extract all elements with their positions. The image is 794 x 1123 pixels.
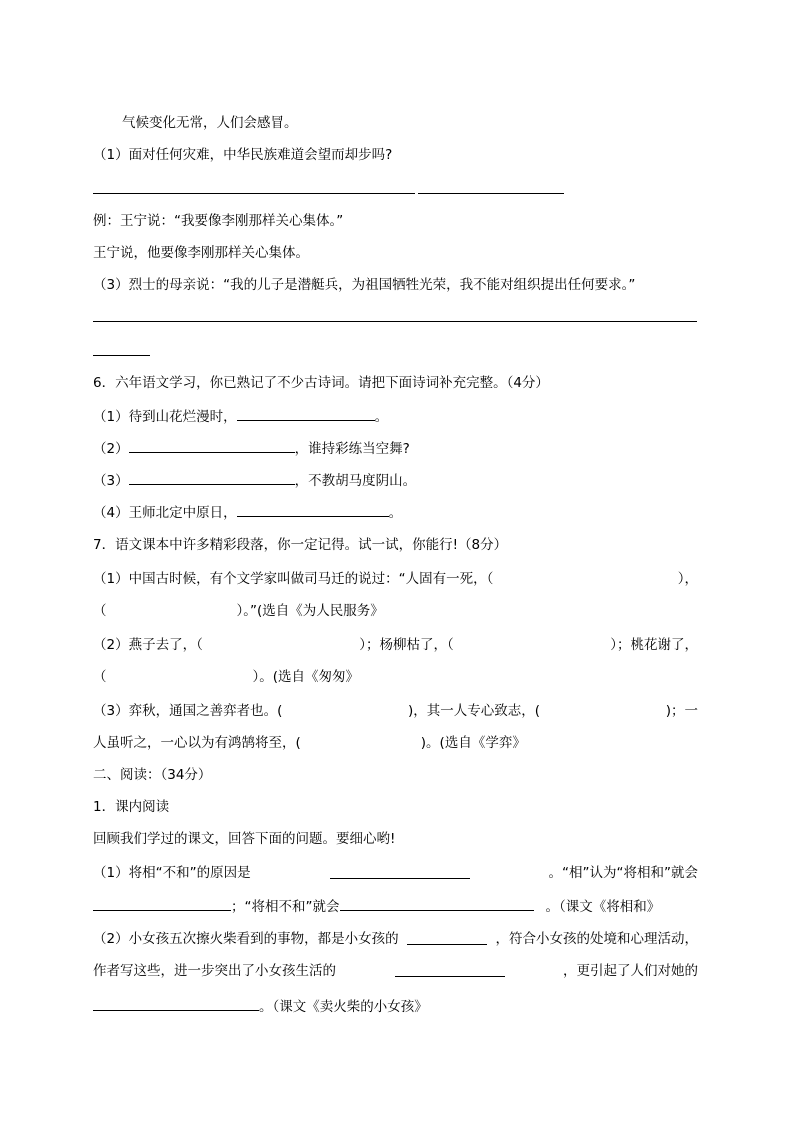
reading-text: （2）小女孩五次擦火柴看到的事物，都是小女孩的 (93, 931, 399, 947)
q7-line-6 (93, 734, 526, 752)
poem-text: （4）王师北定中原日， (93, 505, 237, 521)
reading-line-5 (93, 996, 428, 1016)
q7-text: ）， (677, 571, 698, 587)
q7-text: )。(选自《学弈》 (420, 735, 526, 751)
poem-text: （3） (93, 473, 129, 489)
q7-line-5 (93, 702, 698, 720)
fill-blank[interactable] (340, 896, 534, 911)
poem-line-3 (93, 470, 416, 490)
reading-line-3 (93, 930, 698, 948)
q7-text: （3）弈秋，通国之善弈者也。( (93, 703, 283, 719)
q7-text: ）。”(选自《为人民服务》 (236, 603, 384, 619)
answer-blank[interactable] (418, 193, 564, 194)
subsection-heading: 1．课内阅读 (93, 799, 170, 815)
section-heading: 二、阅读：（34分） (93, 767, 212, 783)
q7-text: ）；桃花谢了， (610, 637, 698, 653)
question-line: （1）面对任何灾难，中华民族难道会望而却步吗? (93, 147, 393, 163)
poem-text: 。 (388, 505, 403, 521)
q7-line-3 (93, 636, 698, 654)
text-line: 气候变化无常，人们会感冒。 (122, 115, 298, 131)
fill-blank[interactable] (237, 406, 375, 421)
q7-text: ）；杨柳枯了，（ (359, 637, 454, 653)
poem-line-4 (93, 502, 402, 522)
reading-text: ，更引起了人们对她的 (563, 963, 698, 979)
question-7-title: 7．语文课本中许多精彩段落，你一定记得。试一试，你能行!（8分） (93, 537, 508, 553)
answer-blank[interactable] (93, 355, 150, 356)
reading-line-2 (93, 896, 660, 916)
poem-text: ，谁持彩练当空舞? (294, 441, 410, 457)
q7-text: （ (93, 669, 107, 685)
reading-text: 。（课文《将相和》 (545, 899, 661, 915)
fill-blank[interactable] (330, 864, 470, 879)
fill-blank[interactable] (237, 502, 389, 517)
reading-text: ；“将相不和”就会 (231, 899, 340, 915)
fill-blank[interactable] (395, 962, 505, 977)
instruction-line: 回顾我们学过的课文，回答下面的问题。要细心哟! (93, 831, 396, 847)
poem-line-1 (93, 406, 388, 426)
poem-line-2 (93, 438, 410, 458)
reading-line-4 (93, 962, 698, 980)
fill-blank[interactable] (129, 438, 295, 453)
q7-text: 人虽听之，一心以为有鸿鹄将至，( (93, 735, 301, 751)
q7-text: （1）中国古时候，有个文学家叫做司马迁的说过：“人固有一死，（ (93, 571, 494, 587)
q7-line-2 (93, 602, 384, 620)
fill-blank[interactable] (407, 930, 487, 945)
reading-text: 作者写这些，进一步突出了小女孩生活的 (93, 963, 336, 979)
q7-text: )，其一人专心致志，( (408, 703, 541, 719)
answer-blank[interactable] (93, 193, 415, 194)
q7-text: )；一 (665, 703, 698, 719)
q7-line-4 (93, 668, 359, 686)
example-line: 例：王宁说：“我要像李刚那样关心集体。” (93, 213, 344, 229)
poem-text: （2） (93, 441, 129, 457)
example-answer-line: 王宁说，他要像李刚那样关心集体。 (93, 245, 309, 261)
reading-text: 。“相”认为“将相和”就会 (548, 865, 698, 881)
fill-blank[interactable] (93, 896, 231, 911)
fill-blank[interactable] (129, 470, 295, 485)
answer-blank[interactable] (93, 321, 697, 322)
question-line: （3）烈士的母亲说：“我的儿子是潜艇兵，为祖国牺牲光荣，我不能对组织提出任何要求。” (93, 277, 636, 293)
q7-text: （2）燕子去了，（ (93, 637, 203, 653)
q7-text: （ (93, 603, 107, 619)
q7-line-1 (93, 570, 698, 588)
fill-blank[interactable] (93, 996, 259, 1011)
reading-text: ，符合小女孩的处境和心理活动， (495, 931, 698, 947)
reading-line-1 (93, 864, 698, 882)
poem-text: （1）待到山花烂漫时， (93, 409, 237, 425)
q7-text: ）。(选自《匆匆》 (252, 669, 360, 685)
poem-text: ，不教胡马度阴山。 (294, 473, 417, 489)
reading-text: （1）将相“不和”的原因是 (93, 865, 251, 881)
poem-text: 。 (374, 409, 389, 425)
reading-text: 。（课文《卖火柴的小女孩》 (259, 999, 428, 1015)
question-6-title: 6．六年语文学习，你已熟记了不少古诗词。请把下面诗词补充完整。（4分） (93, 375, 549, 391)
